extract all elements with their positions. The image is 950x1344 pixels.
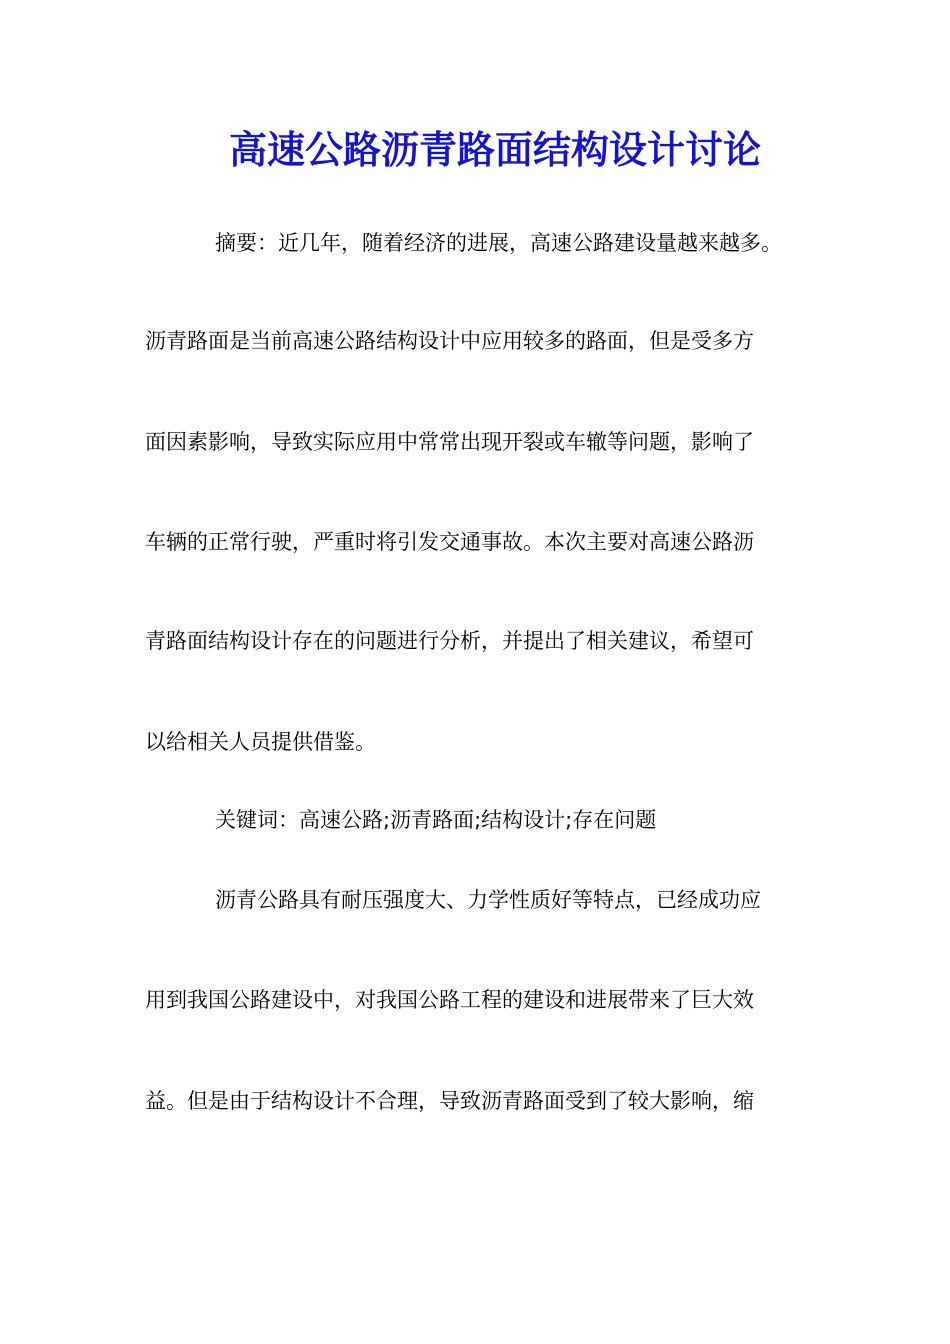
abstract-line: 沥青路面是当前高速公路结构设计中应用较多的路面，但是受多方 xyxy=(145,329,754,353)
abstract-line: 摘要：近几年，随着经济的进展，高速公路建设量越来越多。 xyxy=(215,231,782,255)
abstract-line: 以给相关人员提供借鉴。 xyxy=(145,730,376,754)
keywords-line: 关键词：高速公路;沥青路面;结构设计;存在问题 xyxy=(215,808,657,832)
body-line: 用到我国公路建设中，对我国公路工程的建设和进展带来了巨大效 xyxy=(145,988,754,1012)
abstract-line: 面因素影响，导致实际应用中常常出现开裂或车辙等问题，影响了 xyxy=(145,430,754,454)
abstract-line: 车辆的正常行驶，严重时将引发交通事故。本次主要对高速公路沥 xyxy=(145,530,754,554)
document-title: 高速公路沥青路面结构设计讨论 xyxy=(228,127,761,172)
body-line: 沥青公路具有耐压强度大、力学性质好等特点，已经成功应 xyxy=(215,888,761,912)
body-line: 益。但是由于结构设计不合理，导致沥青路面受到了较大影响，缩 xyxy=(145,1089,754,1113)
abstract-line: 青路面结构设计存在的问题进行分析，并提出了相关建议，希望可 xyxy=(145,629,754,653)
